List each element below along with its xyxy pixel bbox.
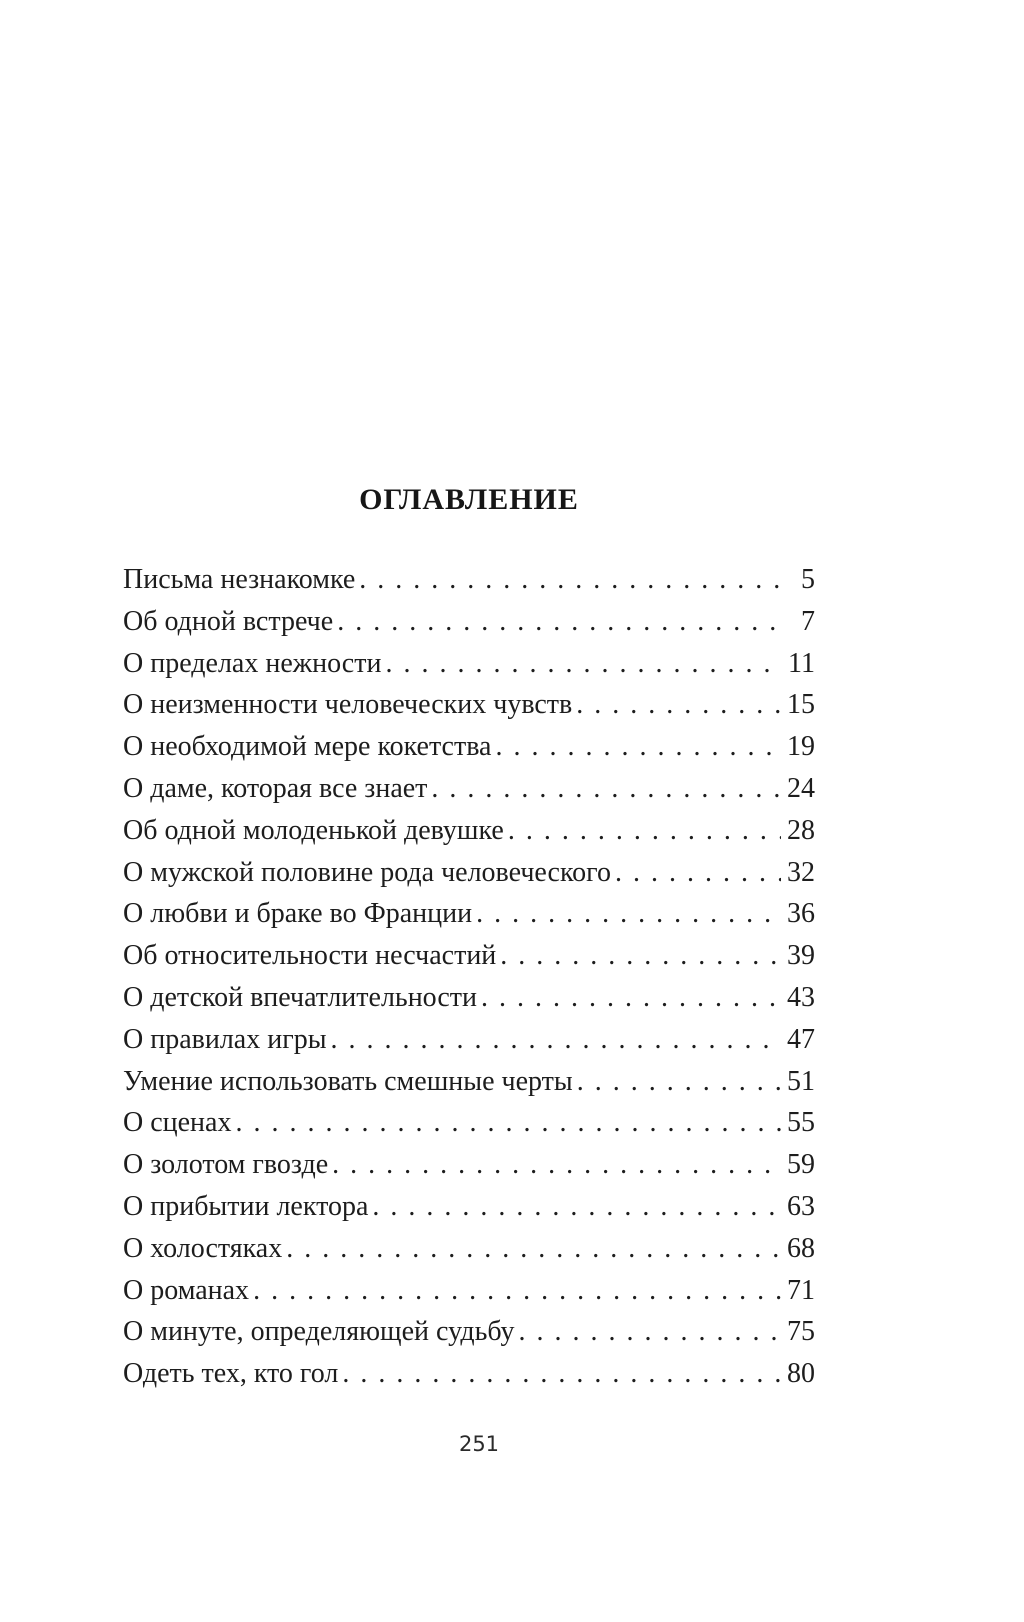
toc-entry: [123, 1228, 815, 1270]
toc-entry: [123, 893, 815, 935]
toc-dot-leader: [519, 1311, 781, 1353]
toc-entry-title: О золотом гвозде: [123, 1149, 329, 1181]
toc-entry-title: О минуте, определяющей судьбу: [123, 1316, 515, 1348]
toc-entry-page: 51: [787, 1065, 815, 1097]
toc-dot-leader: [577, 1061, 781, 1103]
toc-entry-title: О сценах: [123, 1107, 232, 1139]
toc-entry-page: 68: [787, 1232, 815, 1264]
toc-entry: [123, 1311, 815, 1353]
toc-entry: [123, 1186, 815, 1228]
toc-entry-title: О прибытии лектора: [123, 1190, 369, 1222]
toc-entry: [123, 726, 815, 768]
toc-entry-title: О необходимой мере кокетства: [123, 731, 492, 763]
toc-entry-page: 80: [787, 1358, 815, 1390]
toc-entry: [123, 643, 815, 685]
toc-entry-page: 32: [787, 856, 815, 888]
toc-entry-page: 11: [788, 647, 815, 679]
toc-entry-page: 63: [787, 1190, 815, 1222]
toc-entry: [123, 684, 815, 726]
toc-dot-leader: [615, 852, 781, 894]
toc-entry-title: О холостяках: [123, 1232, 283, 1264]
toc-dot-leader: [495, 726, 781, 768]
toc-list: [123, 559, 815, 1395]
toc-entry: [123, 601, 815, 643]
page-content: [123, 0, 815, 1395]
toc-entry-page: 71: [787, 1274, 815, 1306]
toc-entry: [123, 852, 815, 894]
toc-entry: [123, 1061, 815, 1103]
toc-entry-page: 55: [787, 1107, 815, 1139]
toc-entry-page: 5: [801, 564, 815, 595]
toc-entry: [123, 935, 815, 977]
toc-entry-page: 47: [787, 1023, 815, 1055]
toc-dot-leader: [476, 893, 781, 935]
toc-entry: [123, 1019, 815, 1061]
toc-entry-title: О романах: [123, 1274, 250, 1306]
toc-dot-leader: [481, 977, 781, 1019]
toc-entry-page: 36: [787, 898, 815, 930]
toc-entry-page: 28: [787, 814, 815, 846]
toc-dot-leader: [286, 1228, 781, 1270]
toc-dot-leader: [337, 601, 781, 643]
toc-entry-title: О детской впечатлительности: [123, 981, 478, 1013]
toc-dot-leader: [342, 1353, 781, 1395]
toc-entry-title: Письма незнакомке: [123, 564, 356, 595]
toc-dot-leader: [235, 1102, 781, 1144]
toc-entry-page: 19: [787, 731, 815, 763]
toc-entry-page: 43: [787, 981, 815, 1013]
toc-dot-leader: [576, 684, 781, 726]
toc-entry: [123, 1102, 815, 1144]
toc-entry-title: О пределах нежности: [123, 647, 382, 679]
toc-entry-title: Об одной молоденькой девушке: [123, 814, 504, 846]
toc-entry-title: О правилах игры: [123, 1023, 327, 1055]
toc-entry-title: Об одной встрече: [123, 605, 334, 637]
folio-page-number: 251: [458, 1432, 500, 1456]
toc-dot-leader: [385, 643, 781, 685]
toc-dot-leader: [331, 1019, 781, 1061]
toc-entry-page: 59: [787, 1149, 815, 1181]
toc-entry: [123, 977, 815, 1019]
toc-entry-title: О мужской половине рода человеческого: [123, 856, 611, 888]
toc-entry-page: 75: [787, 1316, 815, 1348]
toc-entry-title: О даме, которая все знает: [123, 772, 428, 804]
toc-entry: [123, 559, 815, 601]
toc-entry: [123, 810, 815, 852]
toc-entry-page: 7: [801, 605, 815, 637]
page-title: ОГЛАВЛЕНИЕ: [359, 483, 579, 516]
toc-dot-leader: [500, 935, 781, 977]
toc-entry: [123, 1353, 815, 1395]
toc-entry: [123, 1270, 815, 1312]
toc-entry: [123, 1144, 815, 1186]
toc-entry-title: Об относительности несчастий: [123, 940, 497, 972]
toc-entry-title: О неизменности человеческих чувств: [123, 689, 573, 721]
toc-dot-leader: [253, 1270, 781, 1312]
toc-dot-leader: [431, 768, 781, 810]
toc-entry-page: 24: [787, 772, 815, 804]
toc-entry-title: О любви и браке во Франции: [123, 898, 473, 930]
toc-entry-page: 39: [787, 940, 815, 972]
toc-dot-leader: [332, 1144, 781, 1186]
toc-entry-page: 15: [787, 689, 815, 721]
toc-dot-leader: [359, 559, 781, 601]
toc-entry: [123, 768, 815, 810]
toc-dot-leader: [372, 1186, 781, 1228]
toc-entry-title: Умение использовать смешные черты: [123, 1065, 573, 1097]
toc-dot-leader: [508, 810, 781, 852]
toc-entry-title: Одеть тех, кто гол: [123, 1358, 339, 1390]
